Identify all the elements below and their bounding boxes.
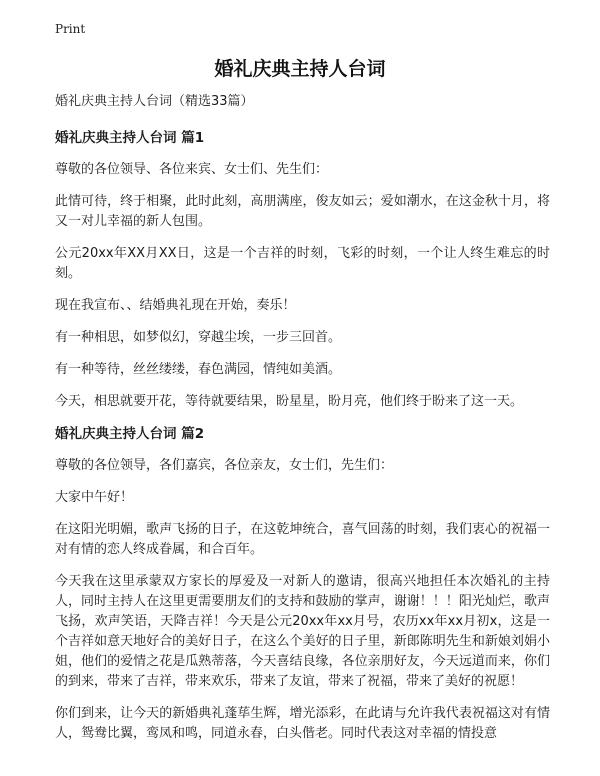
- section-2: [55, 424, 550, 744]
- section-1: [55, 128, 550, 412]
- paragraph: 公元20xx年XX月XX日，这是一个吉祥的时刻，飞彩的时刻，一个让人终生难忘的时刻。: [55, 246, 550, 281]
- paragraph: 大家中午好！: [55, 490, 134, 505]
- paragraph: 在这阳光明媚，歌声飞扬的日子，在这乾坤统合，喜气回荡的时刻，我们衷心的祝福一对有情的恋人终成眷属，和合百年。: [55, 522, 550, 557]
- document-title: 婚礼庆典主持人台词: [214, 58, 386, 80]
- paragraph: 今天，相思就要开花，等待就要结果，盼星星，盼月亮，他们终于盼来了这一天。: [55, 394, 524, 409]
- document-body: [55, 92, 550, 756]
- paragraph: 尊敬的各位领导、各位来宾、女士们、先生们：: [55, 162, 329, 177]
- paragraph: 有一种等待，丝丝缕缕，春色满园，情纯如美酒。: [55, 362, 342, 377]
- paragraph: 此情可待，终于相聚，此时此刻，高朋满座，俊友如云；爱如潮水，在这金秋十月，将又一对儿幸福的新人包围。: [55, 194, 550, 229]
- print-label: Print: [55, 22, 86, 36]
- paragraph: 尊敬的各位领导，各们嘉宾，各位亲友，女士们，先生们：: [55, 458, 394, 473]
- section-heading: 婚礼庆典主持人台词 篇1: [55, 130, 205, 146]
- paragraph: 有一种相思，如梦似幻，穿越尘埃，一步三回首。: [55, 330, 342, 345]
- paragraph: 你们到来，让今天的新婚典礼蓬荜生辉，增光添彩，在此请与允许我代表祝福这对有情人，鸳鸯比翼，鸾凤和鸣，同道永春，白头偕老。同时代表这对幸福的情投意: [55, 706, 550, 741]
- section-heading: 婚礼庆典主持人台词 篇2: [55, 426, 205, 442]
- paragraph: 今天我在这里承蒙双方家长的厚爱及一对新人的邀请，很高兴地担任本次婚礼的主持人，同时主持人在这里更需要朋友们的支持和鼓励的掌声，谢谢！！！阳光灿烂，歌声飞扬，欢声笑语，天降吉祥！今天是公元20xx年xx月号，农历xx年xx月初x，这是一个吉祥如意天地好合的美好日子，在这么个美好的日子里，新郎陈明先生和新娘刘娟小姐，他们的爱情之花是瓜熟蒂落，今天喜结良缘，各位亲朋好友，今天远道而来，你们的到来，带来了吉祥，带来欢乐，带来了友谊，带来了祝福，带来了美好的祝愿！: [55, 574, 550, 689]
- document-subtitle: 婚礼庆典主持人台词（精选33篇）: [55, 94, 254, 109]
- paragraph: 现在我宣布、、结婚典礼现在开始，奏乐！: [55, 298, 296, 313]
